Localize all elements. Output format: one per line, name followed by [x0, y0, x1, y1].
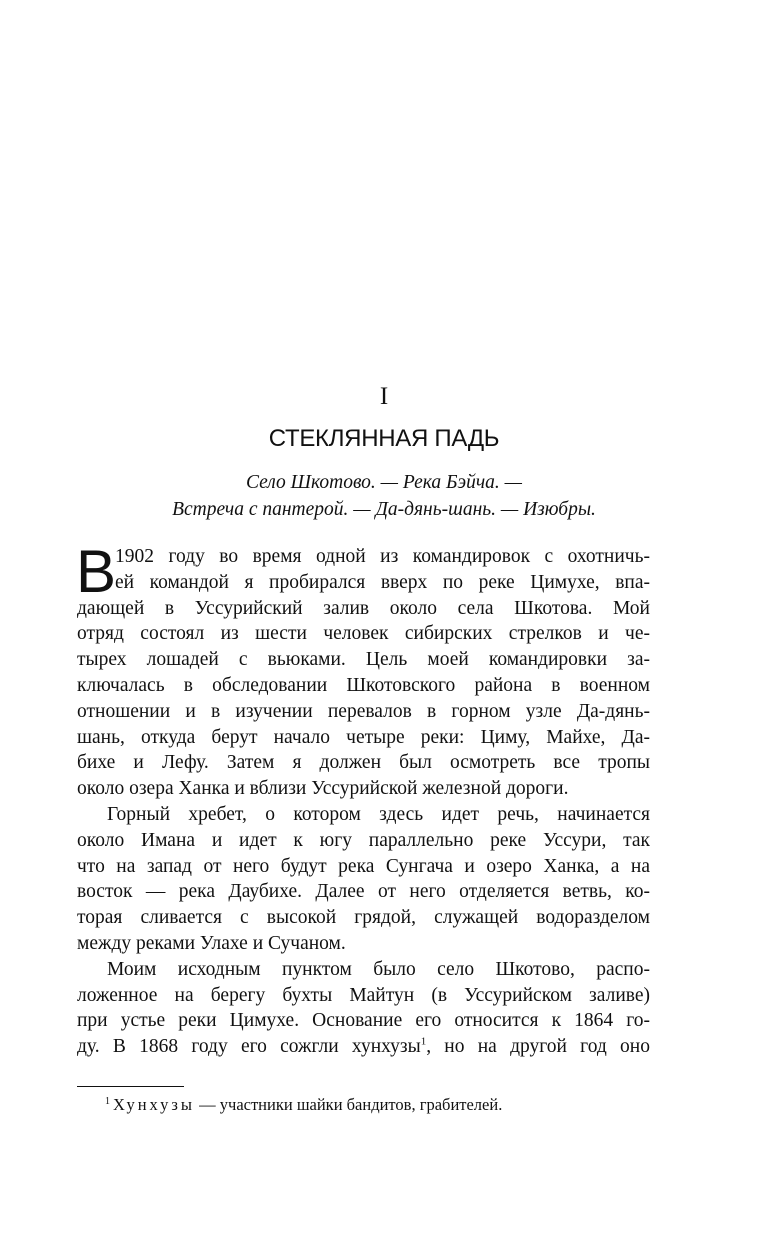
second-paragraph	[77, 802, 650, 957]
text-line: ложенное на берегу бухты Майтун (в Уссурийском заливе)	[77, 984, 650, 1006]
summary-line: Село Шкотово. — Река Бэйча. —	[245, 472, 522, 493]
footnote-reference[interactable]: 1	[420, 1035, 427, 1048]
text-line: тырех лошадей с вьюками. Цель моей командировки за-	[77, 649, 650, 671]
text-segment: ду. В 1868 году его сожгли хунхузы	[77, 1036, 421, 1058]
first-paragraph	[76, 538, 650, 802]
footnote-divider	[77, 1086, 184, 1087]
footnote-mark: 1	[105, 1095, 110, 1107]
drop-cap: В	[76, 538, 117, 605]
text-line: торая сливается с высокой грядой, служащей водоразделом	[77, 907, 650, 929]
body-text	[76, 538, 650, 1060]
text-line: при устье реки Цимухе. Основание его относится к 1864 го-	[77, 1010, 650, 1032]
text-line: около Имана и идет к югу параллельно реке Уссури, так	[77, 829, 650, 851]
text-line: дающей в Уссурийский залив около села Шкотова. Мой	[77, 597, 650, 619]
footnote-text: — участники шайки бандитов, грабителей.	[195, 1095, 503, 1114]
text-line: Моим исходным пунктом было село Шкотово, распо-	[107, 958, 650, 980]
text-segment: , но на другой год оно	[426, 1036, 650, 1058]
text-line: ей командой я пробирался вверх по реке Цимухе, впа-	[115, 571, 650, 593]
text-line: отряд состоял из шести человек сибирских стрелков и че-	[77, 623, 650, 645]
text-line: 1902 году во время одной из командировок с охотничь-	[115, 546, 650, 567]
text-line: восток — река Даубихе. Далее от него отделяется ветвь, ко-	[77, 881, 650, 903]
text-line: около озера Ханка и вблизи Уссурийской железной дороги.	[77, 778, 569, 800]
chapter-summary	[0, 469, 768, 523]
third-paragraph	[77, 957, 650, 1060]
text-line: между реками Улахе и Сучаном.	[77, 932, 346, 954]
text-line: что на запад от него будут река Сунгача и озеро Ханка, а на	[77, 855, 650, 877]
text-line: ключалась в обследовании Шкотовского района в военном	[77, 674, 650, 696]
text-line: Горный хребет, о котором здесь идет речь, начинается	[107, 803, 650, 825]
footnote	[105, 1094, 650, 1116]
text-line: шань, откуда берут начало четыре реки: Циму, Майхе, Да-	[77, 726, 650, 748]
text-line: бихе и Лефу. Затем я должен был осмотреть все тропы	[77, 752, 650, 774]
chapter-title: СТЕКЛЯННАЯ ПАДЬ	[268, 425, 500, 452]
text-line: отношении и в изучении перевалов в горном узле Да-дянь-	[77, 700, 650, 722]
chapter-number: I	[379, 383, 389, 410]
text-line-with-footnote	[77, 1034, 650, 1060]
summary-line: Встреча с пантерой. — Да-дянь-шань. — Изюбры.	[172, 499, 596, 520]
footnote-term: Хунхузы	[113, 1095, 196, 1114]
